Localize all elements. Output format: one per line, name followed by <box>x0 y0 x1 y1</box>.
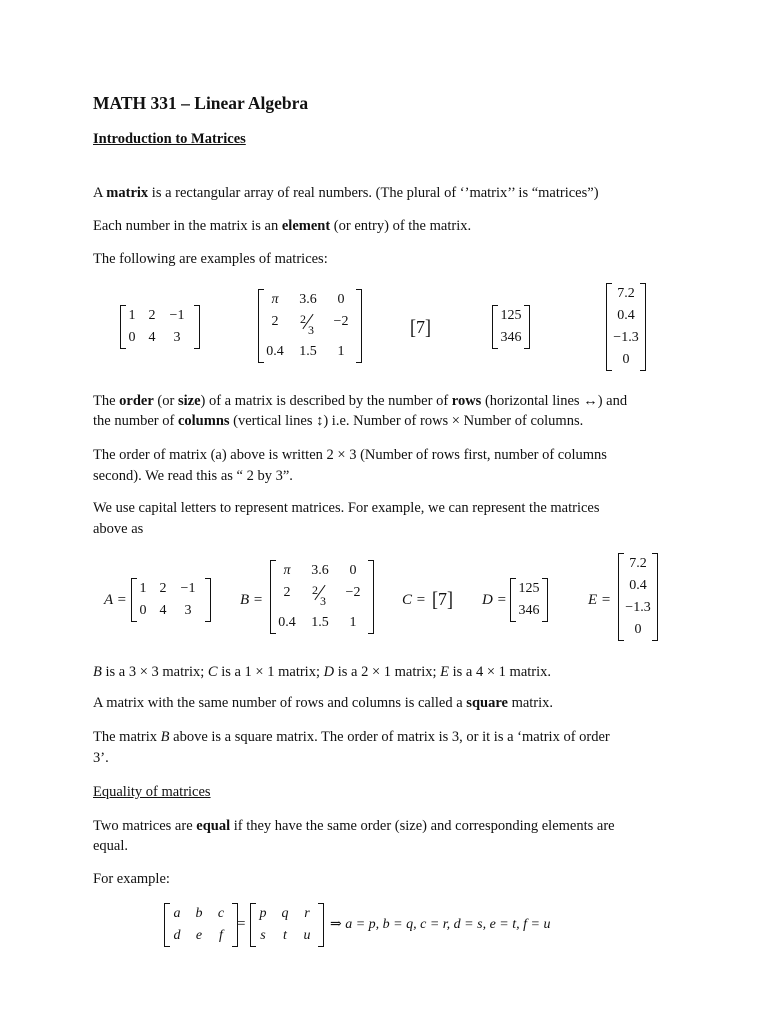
var: B <box>160 729 170 745</box>
term-columns: columns <box>177 413 230 429</box>
term-equal: equal <box>196 818 231 834</box>
matrix-cell: 0 <box>634 622 642 637</box>
matrix-e <box>618 553 658 641</box>
label-matrix-b: B = <box>240 592 264 608</box>
text: is a 4 × 1 matrix. <box>449 664 552 680</box>
text: (vertical lines ↕) i.e. Number of rows × Number of columns. <box>229 413 584 429</box>
matrix-cell: 4 <box>148 330 156 345</box>
matrix-cell: 4 <box>159 603 167 618</box>
matrix-cell: −1 <box>169 308 185 323</box>
matrix-cell: p <box>259 906 267 921</box>
term-rows: rows <box>451 393 482 409</box>
matrix-cell: −2 <box>333 314 349 329</box>
matrix-cell: s <box>260 928 266 943</box>
matrix-cell: 1.5 <box>311 615 329 630</box>
matrix-cell: −1.3 <box>625 600 651 615</box>
label-matrix-d: D = <box>482 592 507 608</box>
label-matrix-a: A = <box>104 592 127 608</box>
text: (or <box>153 393 178 409</box>
text: is a 3 × 3 matrix; <box>101 664 208 680</box>
matrix-pqrstu <box>250 903 324 947</box>
matrix-cell: d <box>173 928 181 943</box>
matrix-cell: 0 <box>622 352 630 367</box>
matrix-cell: 1 <box>139 581 147 596</box>
label-matrix-e: E = <box>588 592 612 608</box>
text: Two matrices are <box>93 818 197 834</box>
paragraph-matrix-b-square-line1 <box>93 726 610 748</box>
matrix-cell: 346 <box>500 330 522 345</box>
text: A matrix with the same number of rows and columns is called a <box>93 695 467 711</box>
matrix-cell: 2 <box>283 585 291 600</box>
text: the number of <box>93 413 178 429</box>
fraction-numerator: 2 <box>300 312 306 326</box>
example-matrix-c: [7] <box>410 315 431 339</box>
text: (horizontal lines ↔) and <box>481 393 628 409</box>
paragraph-element <box>93 215 471 237</box>
equals-sign: = <box>237 916 246 932</box>
paragraph-order-line1 <box>93 390 627 412</box>
fraction-denominator: 3 <box>308 323 314 337</box>
matrix-cell: −1.3 <box>613 330 639 345</box>
paragraph-matrix-b-square-line2: 3’. <box>93 750 109 766</box>
matrix-cell: 0 <box>349 563 357 578</box>
matrix-cell: a <box>173 906 181 921</box>
matrix-cell: 3 <box>173 330 181 345</box>
text: is a 2 × 1 matrix; <box>334 664 441 680</box>
fraction-two-thirds <box>309 582 331 608</box>
matrix-cell: 2 <box>159 581 167 596</box>
matrix-cell-fraction <box>290 311 326 341</box>
term-square: square <box>466 695 508 711</box>
matrix-abcdef <box>164 903 238 947</box>
matrix-cell: 3.6 <box>299 292 317 307</box>
paragraph-examples-intro: The following are examples of matrices: <box>93 251 328 267</box>
text: (or entry) of the matrix. <box>330 218 472 234</box>
paragraph-capital-letters-line1: We use capital letters to represent matrices. For example, we can represent the matrices <box>93 500 600 516</box>
paragraph-capital-letters-line2: above as <box>93 521 144 537</box>
matrix-cell: 3.6 <box>311 563 329 578</box>
term-size: size <box>177 393 201 409</box>
paragraph-matrix-definition <box>93 182 599 204</box>
term-matrix: matrix <box>106 185 149 201</box>
matrix-cell: t <box>283 928 287 943</box>
paragraph-order-line2 <box>93 410 583 432</box>
text: matrix. <box>507 695 554 711</box>
section-heading-intro: Introduction to Matrices <box>93 131 246 147</box>
fraction-two-thirds <box>297 311 319 337</box>
matrix-cell: 7.2 <box>617 286 635 301</box>
text: The matrix <box>93 729 161 745</box>
section-heading-equality: Equality of matrices <box>93 784 211 800</box>
example-matrix-d <box>492 305 530 349</box>
matrix-cell: 0.4 <box>617 308 635 323</box>
matrix-cell: 346 <box>518 603 540 618</box>
matrix-cell: 1 <box>349 615 357 630</box>
matrix-cell: 7 <box>438 589 447 609</box>
matrix-cell: e <box>195 928 203 943</box>
matrix-a <box>131 578 211 622</box>
matrix-cell: 3 <box>184 603 192 618</box>
paragraph-for-example: For example: <box>93 871 170 887</box>
matrix-b <box>270 560 374 634</box>
paragraph-square-matrix <box>93 692 553 714</box>
matrix-cell: 7 <box>416 317 425 337</box>
var: C <box>207 664 218 680</box>
matrix-cell: f <box>219 928 223 943</box>
var: E <box>440 664 450 680</box>
matrix-cell: c <box>217 906 225 921</box>
text: The <box>93 393 120 409</box>
equality-result: ⇒ a = p, b = q, c = r, d = s, e = t, f = u <box>330 917 551 932</box>
matrix-cell: 1 <box>128 308 136 323</box>
matrix-cell: 125 <box>500 308 522 323</box>
paragraph-matrix-orders <box>93 661 551 683</box>
term-order: order <box>119 393 154 409</box>
example-matrix-b <box>258 289 362 363</box>
text: above is a square matrix. The order of matrix is 3, or it is a ‘matrix of order <box>169 729 610 745</box>
matrix-d <box>510 578 548 622</box>
matrix-cell: −1 <box>180 581 196 596</box>
matrix-cell: 0.4 <box>266 344 284 359</box>
var: B <box>93 664 102 680</box>
matrix-cell: b <box>195 906 203 921</box>
matrix-cell: 1 <box>337 344 345 359</box>
matrix-cell: 7.2 <box>629 556 647 571</box>
matrix-cell: 1.5 <box>299 344 317 359</box>
fraction-denominator: 3 <box>320 594 326 608</box>
matrix-cell: u <box>303 928 311 943</box>
label-matrix-c: C = <box>402 592 426 608</box>
paragraph-order-example-line1: The order of matrix (a) above is written 2 × 3 (Number of rows first, number of columns <box>93 447 607 463</box>
var: D <box>323 664 335 680</box>
example-matrix-a <box>120 305 200 349</box>
text: A <box>93 185 107 201</box>
matrix-cell-fraction <box>302 582 338 612</box>
matrix-cell: 0.4 <box>629 578 647 593</box>
matrix-cell: 0 <box>128 330 136 345</box>
paragraph-equal-line1 <box>93 815 615 837</box>
text: Each number in the matrix is an <box>93 218 282 234</box>
page-title: MATH 331 – Linear Algebra <box>93 93 309 113</box>
matrix-cell: q <box>281 906 289 921</box>
text: ) of a matrix is described by the number of <box>200 393 452 409</box>
matrix-cell: 0 <box>337 292 345 307</box>
fraction-numerator: 2 <box>312 583 318 597</box>
matrix-cell: 0.4 <box>278 615 296 630</box>
example-matrix-e <box>606 283 646 371</box>
matrix-cell: 125 <box>518 581 540 596</box>
matrix-cell: −2 <box>345 585 361 600</box>
matrix-c: [7] <box>432 587 453 611</box>
matrix-cell: 2 <box>271 314 279 329</box>
paragraph-equal-line2: equal. <box>93 838 129 854</box>
matrix-cell: r <box>304 906 310 921</box>
matrix-cell: 0 <box>139 603 147 618</box>
text: is a 1 × 1 matrix; <box>217 664 324 680</box>
matrix-cell: π <box>283 563 291 578</box>
text: if they have the same order (size) and corresponding elements are <box>230 818 615 834</box>
text: is a rectangular array of real numbers. (The plural of ‘’matrix’’ is “matrices”) <box>148 185 599 201</box>
matrix-cell: 2 <box>148 308 156 323</box>
term-element: element <box>281 218 331 234</box>
paragraph-order-example-line2: second). We read this as “ 2 by 3”. <box>93 468 293 484</box>
matrix-cell: π <box>271 292 279 307</box>
